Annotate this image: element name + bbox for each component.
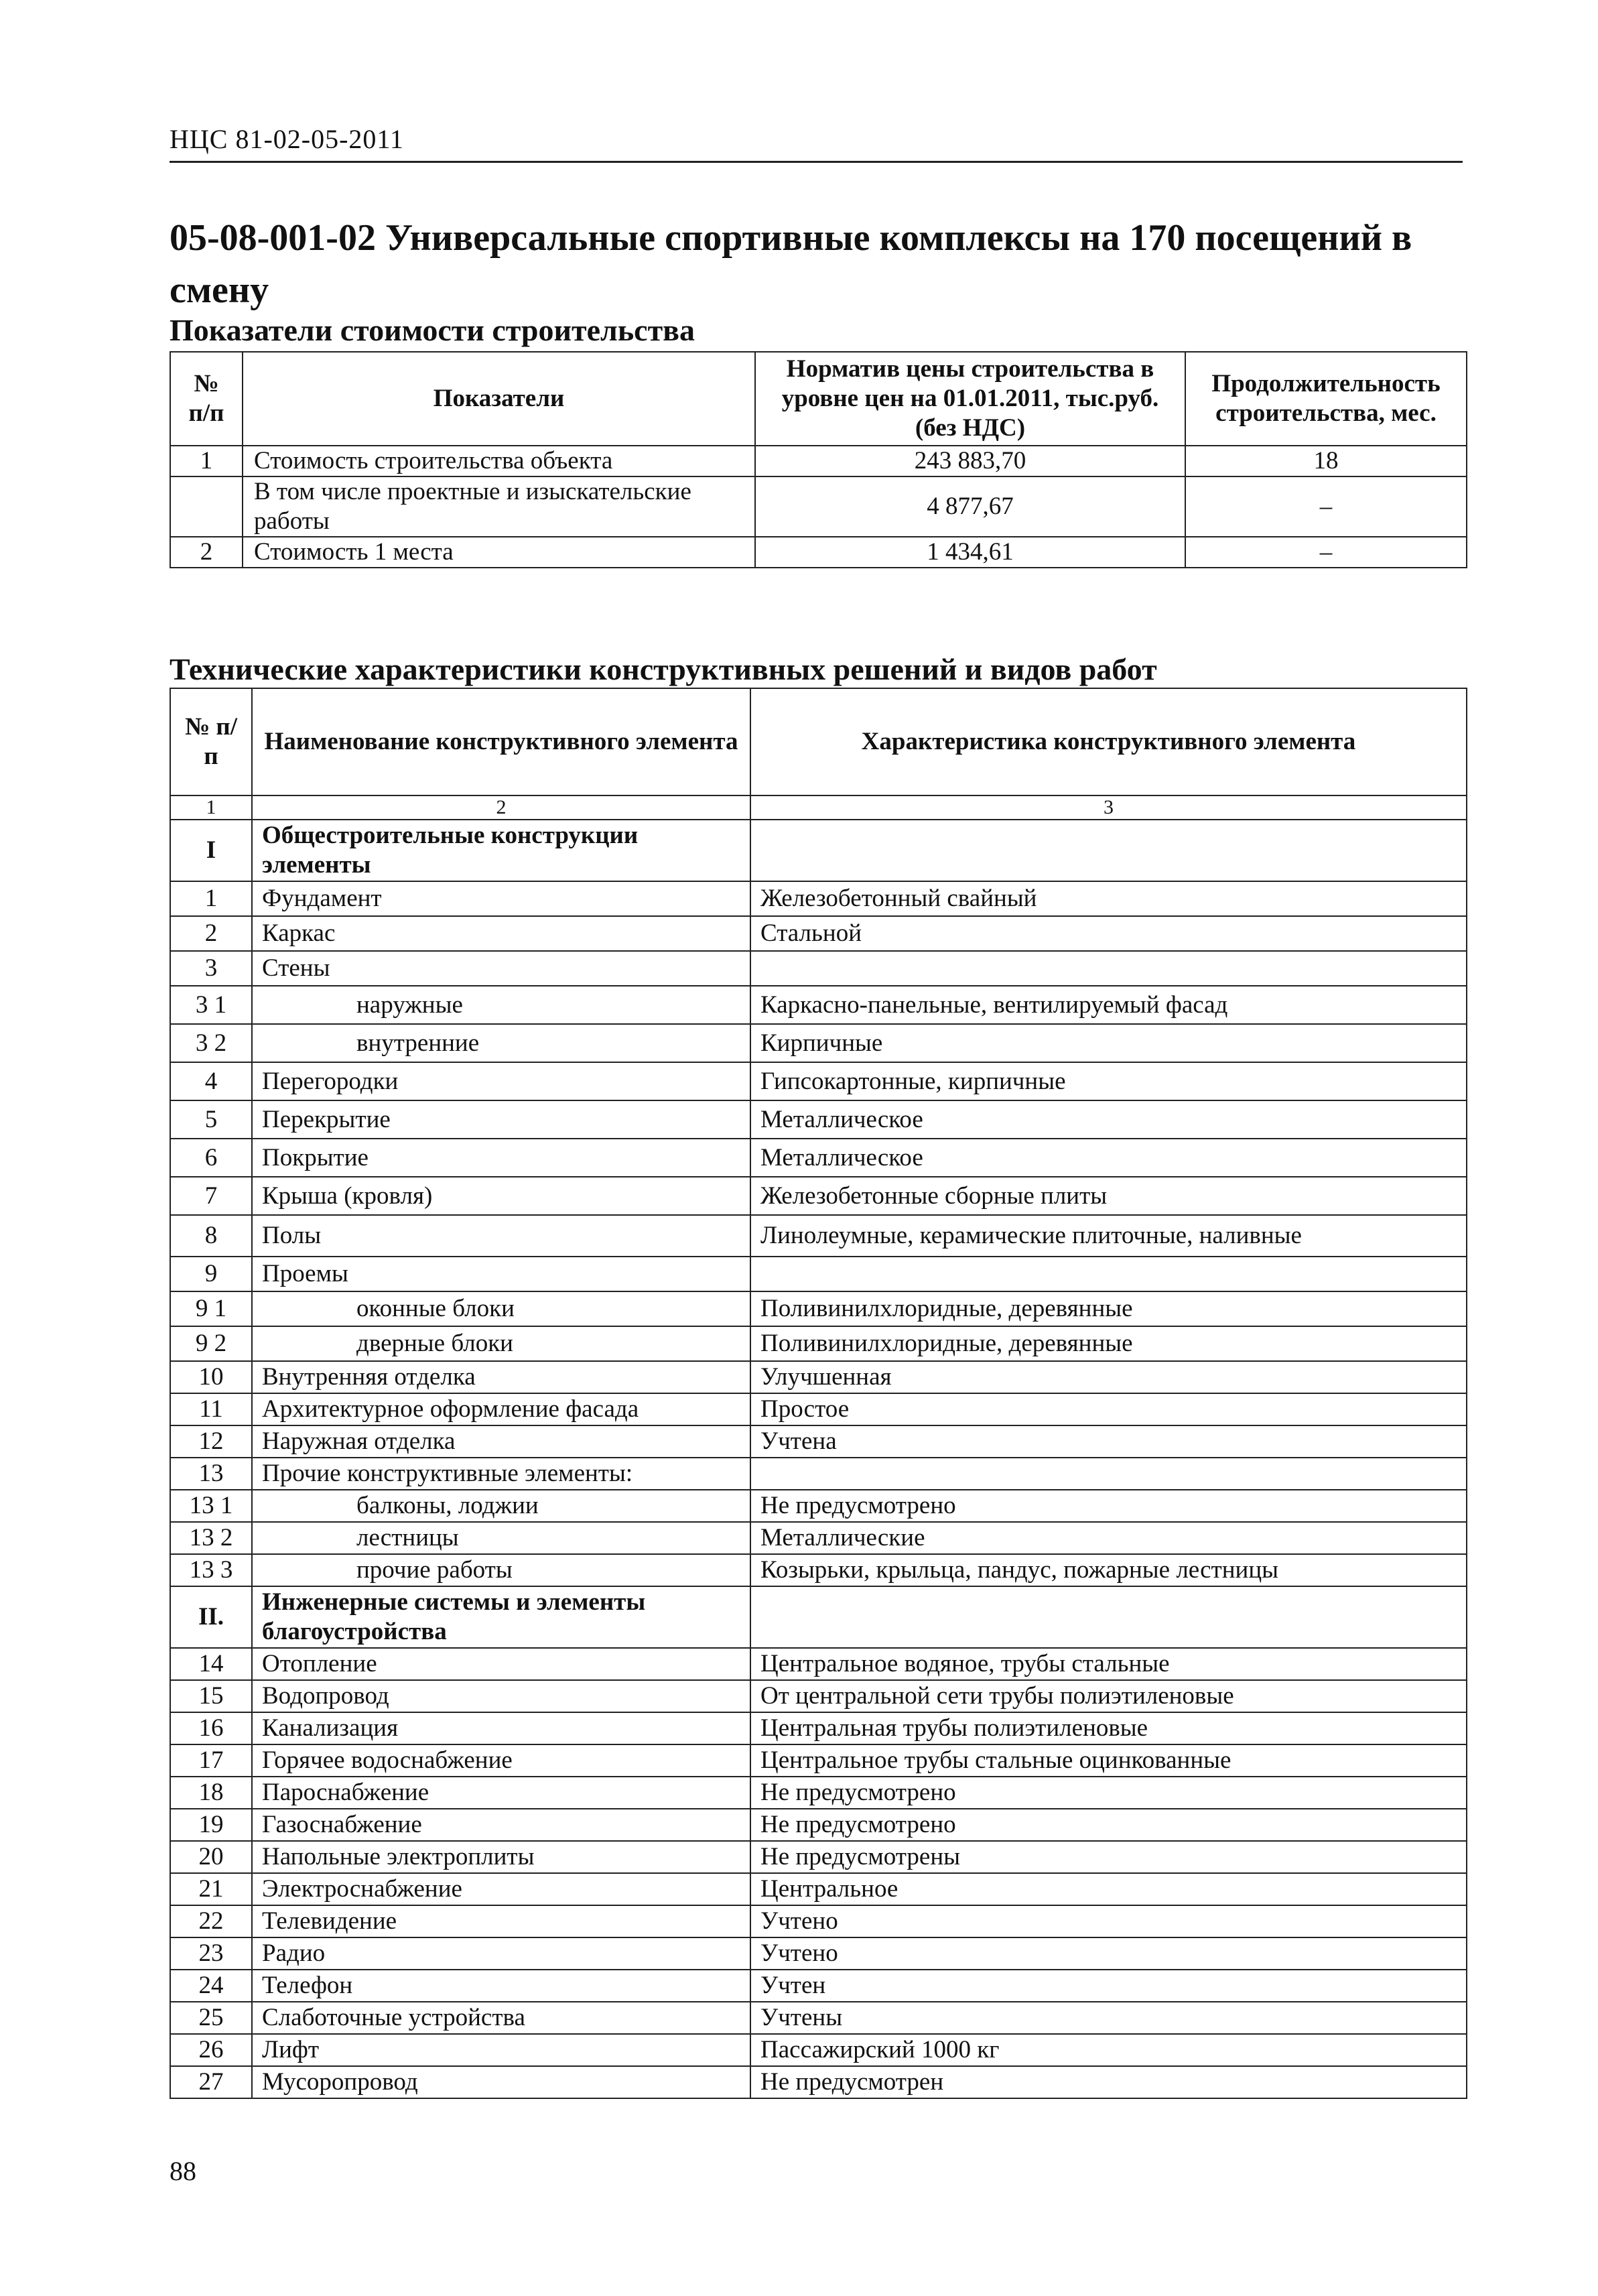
cost-table-row	[170, 476, 1467, 537]
row-number: 8	[170, 1215, 252, 1257]
element-name: лестницы	[252, 1522, 750, 1554]
column-header: Показатели	[243, 352, 755, 446]
column-header: Характеристика конструктивного элемента	[750, 688, 1467, 795]
row-number: 9 1	[170, 1291, 252, 1326]
row-number: 24	[170, 1970, 252, 2002]
element-characteristic: Гипсокартонные, кирпичные	[750, 1062, 1467, 1100]
row-number: 13	[170, 1458, 252, 1490]
table-row	[170, 1680, 1467, 1712]
element-characteristic: Не предусмотрено	[750, 1809, 1467, 1841]
column-header: Наименование конструктивного элемента	[252, 688, 750, 795]
element-name: Архитектурное оформление фасада	[252, 1393, 750, 1425]
table-row	[170, 1712, 1467, 1744]
row-number: 26	[170, 2034, 252, 2066]
tech-table-header-row	[170, 688, 1467, 795]
table-row	[170, 1139, 1467, 1177]
element-characteristic: Железобетонный свайный	[750, 881, 1467, 916]
element-name: Водопровод	[252, 1680, 750, 1712]
element-name: Каркас	[252, 916, 750, 951]
table-row	[170, 1777, 1467, 1809]
table-row	[170, 1100, 1467, 1139]
table-row	[170, 1215, 1467, 1257]
element-characteristic: Козырьки, крыльца, пандус, пожарные лестницы	[750, 1554, 1467, 1586]
table-row	[170, 951, 1467, 986]
table-row	[170, 1522, 1467, 1554]
table-row	[170, 1554, 1467, 1586]
column-header: № п/п	[170, 352, 243, 446]
table-row	[170, 1937, 1467, 1970]
duration-value: –	[1185, 537, 1467, 568]
element-characteristic: Кирпичные	[750, 1024, 1467, 1062]
table-row	[170, 1425, 1467, 1458]
table-row	[170, 1062, 1467, 1100]
element-characteristic	[750, 1257, 1467, 1291]
table-row	[170, 1024, 1467, 1062]
element-characteristic: Поливинилхлоридные, деревянные	[750, 1291, 1467, 1326]
column-header: № п/п	[170, 688, 252, 795]
row-number: 1	[170, 446, 243, 476]
element-characteristic: Учтен	[750, 1970, 1467, 2002]
element-name: Общестроительные конструкции элементы	[252, 820, 750, 881]
element-name: Канализация	[252, 1712, 750, 1744]
table-row	[170, 1744, 1467, 1777]
element-characteristic: От центральной сети трубы полиэтиленовые	[750, 1680, 1467, 1712]
page-number: 88	[170, 2156, 196, 2186]
cost-section-heading: Показатели стоимости строительства	[170, 313, 695, 347]
indicator-name: В том числе проектные и изыскательские работы	[243, 476, 755, 537]
element-characteristic: Учтена	[750, 1425, 1467, 1458]
row-number: 23	[170, 1937, 252, 1970]
table-row	[170, 916, 1467, 951]
element-characteristic: Не предусмотрен	[750, 2066, 1467, 2098]
element-name: Перекрытие	[252, 1100, 750, 1139]
row-number: 20	[170, 1841, 252, 1873]
document-code-header: НЦС 81-02-05-2011	[170, 124, 404, 154]
section-group-row	[170, 820, 1467, 881]
table-row	[170, 1873, 1467, 1905]
table-row	[170, 1905, 1467, 1937]
indicator-name: Стоимость 1 места	[243, 537, 755, 568]
cost-table-header-row	[170, 352, 1467, 446]
row-number: 22	[170, 1905, 252, 1937]
table-row	[170, 2066, 1467, 2098]
price-value: 1 434,61	[755, 537, 1185, 568]
price-value: 243 883,70	[755, 446, 1185, 476]
row-number: 16	[170, 1712, 252, 1744]
row-number: 18	[170, 1777, 252, 1809]
page-title: 05-08-001-02 Универсальные спортивные комплексы на 170 посещений в смену	[170, 217, 1412, 311]
table-row	[170, 1361, 1467, 1393]
element-name: Инженерные системы и элементы благоустройства	[252, 1586, 750, 1648]
element-name: прочие работы	[252, 1554, 750, 1586]
element-name: Телевидение	[252, 1905, 750, 1937]
column-number: 1	[170, 795, 252, 820]
element-characteristic: Металлические	[750, 1522, 1467, 1554]
element-characteristic	[750, 820, 1467, 881]
element-name: Отопление	[252, 1648, 750, 1680]
row-number: 9	[170, 1257, 252, 1291]
element-characteristic: Центральное трубы стальные оцинкованные	[750, 1744, 1467, 1777]
table-row	[170, 1648, 1467, 1680]
tech-section-heading: Технические характеристики конструктивных решений и видов работ	[170, 652, 1157, 686]
section-group-row	[170, 1586, 1467, 1648]
element-name: Прочие конструктивные элементы:	[252, 1458, 750, 1490]
element-characteristic: Железобетонные сборные плиты	[750, 1177, 1467, 1215]
row-number: 6	[170, 1139, 252, 1177]
row-number: 9 2	[170, 1326, 252, 1361]
row-number: I	[170, 820, 252, 881]
element-characteristic: Центральное	[750, 1873, 1467, 1905]
row-number	[170, 476, 243, 537]
table-row	[170, 1291, 1467, 1326]
table-row	[170, 1458, 1467, 1490]
element-characteristic	[750, 951, 1467, 986]
duration-value: –	[1185, 476, 1467, 537]
element-characteristic	[750, 1458, 1467, 1490]
row-number: 5	[170, 1100, 252, 1139]
row-number: 19	[170, 1809, 252, 1841]
row-number: 15	[170, 1680, 252, 1712]
table-row	[170, 1326, 1467, 1361]
element-characteristic: Учтено	[750, 1905, 1467, 1937]
cost-table-row	[170, 537, 1467, 568]
column-number: 2	[252, 795, 750, 820]
element-name: оконные блоки	[252, 1291, 750, 1326]
element-name: Наружная отделка	[252, 1425, 750, 1458]
element-name: Фундамент	[252, 881, 750, 916]
row-number: 21	[170, 1873, 252, 1905]
row-number: 11	[170, 1393, 252, 1425]
element-name: Радио	[252, 1937, 750, 1970]
element-name: Стены	[252, 951, 750, 986]
element-name: Электроснабжение	[252, 1873, 750, 1905]
element-name: балконы, лоджии	[252, 1490, 750, 1522]
row-number: II.	[170, 1586, 252, 1648]
element-name: Крыша (кровля)	[252, 1177, 750, 1215]
element-name: Перегородки	[252, 1062, 750, 1100]
element-characteristic: Не предусмотрено	[750, 1490, 1467, 1522]
column-number-row	[170, 795, 1467, 820]
element-name: Лифт	[252, 2034, 750, 2066]
element-characteristic: Улучшенная	[750, 1361, 1467, 1393]
element-characteristic: Стальной	[750, 916, 1467, 951]
element-characteristic	[750, 1586, 1467, 1648]
row-number: 25	[170, 2002, 252, 2034]
element-name: наружные	[252, 986, 750, 1024]
column-header: Продолжительность строительства, мес.	[1185, 352, 1467, 446]
indicator-name: Стоимость строительства объекта	[243, 446, 755, 476]
element-name: внутренние	[252, 1024, 750, 1062]
table-row	[170, 1970, 1467, 2002]
row-number: 7	[170, 1177, 252, 1215]
row-number: 10	[170, 1361, 252, 1393]
element-characteristic: Центральное водяное, трубы стальные	[750, 1648, 1467, 1680]
cost-table	[170, 351, 1467, 568]
element-characteristic: Не предусмотрено	[750, 1777, 1467, 1809]
element-characteristic: Металлическое	[750, 1139, 1467, 1177]
table-row	[170, 1809, 1467, 1841]
element-name: Внутренняя отделка	[252, 1361, 750, 1393]
row-number: 14	[170, 1648, 252, 1680]
row-number: 2	[170, 916, 252, 951]
element-characteristic: Металлическое	[750, 1100, 1467, 1139]
column-header: Норматив цены строительства в уровне цен на 01.01.2011, тыс.руб. (без НДС)	[755, 352, 1185, 446]
row-number: 17	[170, 1744, 252, 1777]
element-name: Мусоропровод	[252, 2066, 750, 2098]
row-number: 2	[170, 537, 243, 568]
row-number: 4	[170, 1062, 252, 1100]
row-number: 3	[170, 951, 252, 986]
element-name: Проемы	[252, 1257, 750, 1291]
row-number: 13 3	[170, 1554, 252, 1586]
element-characteristic: Поливинилхлоридные, деревянные	[750, 1326, 1467, 1361]
element-characteristic: Центральная трубы полиэтиленовые	[750, 1712, 1467, 1744]
element-characteristic: Учтено	[750, 1937, 1467, 1970]
tech-spec-table	[170, 688, 1467, 2099]
element-name: Покрытие	[252, 1139, 750, 1177]
table-row	[170, 1177, 1467, 1215]
cost-table-row	[170, 446, 1467, 476]
row-number: 3 1	[170, 986, 252, 1024]
element-name: Горячее водоснабжение	[252, 1744, 750, 1777]
element-characteristic: Пассажирский 1000 кг	[750, 2034, 1467, 2066]
price-value: 4 877,67	[755, 476, 1185, 537]
element-name: Напольные электроплиты	[252, 1841, 750, 1873]
element-characteristic: Не предусмотрены	[750, 1841, 1467, 1873]
element-name: Слаботочные устройства	[252, 2002, 750, 2034]
element-characteristic: Каркасно-панельные, вентилируемый фасад	[750, 986, 1467, 1024]
row-number: 13 1	[170, 1490, 252, 1522]
element-name: Телефон	[252, 1970, 750, 2002]
table-row	[170, 2002, 1467, 2034]
element-name: дверные блоки	[252, 1326, 750, 1361]
table-row	[170, 2034, 1467, 2066]
table-row	[170, 1393, 1467, 1425]
header-divider	[170, 161, 1463, 163]
table-row	[170, 986, 1467, 1024]
element-name: Полы	[252, 1215, 750, 1257]
element-characteristic: Учтены	[750, 2002, 1467, 2034]
table-row	[170, 881, 1467, 916]
element-characteristic: Простое	[750, 1393, 1467, 1425]
column-number: 3	[750, 795, 1467, 820]
element-name: Газоснабжение	[252, 1809, 750, 1841]
element-characteristic: Линолеумные, керамические плиточные, наливные	[750, 1215, 1467, 1257]
table-row	[170, 1841, 1467, 1873]
table-row	[170, 1490, 1467, 1522]
table-row	[170, 1257, 1467, 1291]
element-name: Пароснабжение	[252, 1777, 750, 1809]
duration-value: 18	[1185, 446, 1467, 476]
row-number: 3 2	[170, 1024, 252, 1062]
row-number: 12	[170, 1425, 252, 1458]
row-number: 13 2	[170, 1522, 252, 1554]
row-number: 1	[170, 881, 252, 916]
row-number: 27	[170, 2066, 252, 2098]
